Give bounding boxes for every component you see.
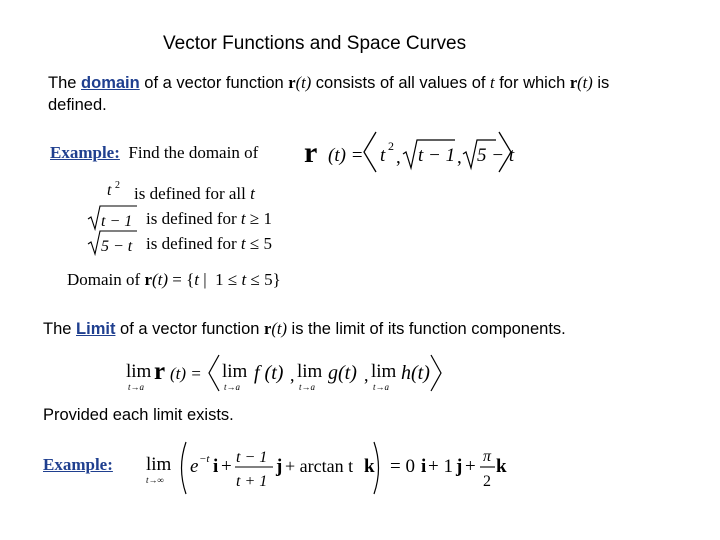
text-fragment: is the limit of its function components. <box>286 320 566 338</box>
example1-text: Find the domain of <box>119 143 259 162</box>
comma: , <box>457 147 462 168</box>
page-title: Vector Functions and Space Curves <box>163 33 467 54</box>
example1-line <box>50 143 258 163</box>
e-exponent: −t <box>199 453 210 465</box>
lim: lim <box>297 361 323 382</box>
vector-r: r <box>569 73 578 92</box>
domain-item-2 <box>146 209 272 229</box>
example1-link[interactable]: Example: <box>50 143 120 162</box>
pi-numerator: π <box>483 448 492 465</box>
domain-result <box>67 270 281 290</box>
unit-j: j <box>276 456 283 477</box>
domain-definition <box>48 72 609 94</box>
arg-t: (t) <box>577 73 593 92</box>
plus-one: + 1 <box>428 456 453 477</box>
component-sqrt-5-t: 5 − t <box>477 145 515 166</box>
left-paren <box>182 442 187 494</box>
unit-j: j <box>456 456 463 477</box>
unit-k: k <box>496 456 507 477</box>
lim-subscript: t→∞ <box>146 475 164 485</box>
formula-lhs: (t) = <box>170 364 202 383</box>
unit-k: k <box>364 456 375 477</box>
right-angle-bracket <box>431 355 441 391</box>
example2-link[interactable]: Example: <box>43 455 113 474</box>
lim-subscript: t→a <box>224 382 241 392</box>
component-g: g(t) <box>328 362 357 384</box>
result-prefix: Domain of <box>67 270 145 289</box>
lim: lim <box>146 454 172 475</box>
var-t: t <box>240 234 246 253</box>
item-text: is defined for <box>146 209 241 228</box>
text-fragment: The <box>48 74 82 92</box>
lim: lim <box>126 361 152 382</box>
plus: + <box>221 456 232 477</box>
domain-item-1 <box>134 184 255 204</box>
item-text: is defined for <box>146 234 241 253</box>
var-t: t <box>194 270 200 289</box>
limit-definition <box>43 318 566 340</box>
plus: + <box>465 456 476 477</box>
limit-term-link[interactable]: Limit <box>76 320 116 338</box>
comma: , <box>364 365 369 385</box>
unit-i: i <box>213 456 219 477</box>
item-condition: ≤ 5 <box>245 234 272 253</box>
text-fragment: consists of all values of <box>311 74 491 92</box>
text-fragment: ≤ 5} <box>246 270 281 289</box>
frac-denominator: t + 1 <box>236 473 268 490</box>
left-angle-bracket <box>209 355 219 391</box>
var-t: t <box>250 184 255 203</box>
text-fragment: is <box>592 74 610 92</box>
comma: , <box>396 147 401 168</box>
arctan-term: + arctan t <box>285 456 354 476</box>
arg-t: (t) <box>271 319 287 338</box>
text-fragment: of a vector function <box>139 74 289 92</box>
vector-r: r <box>144 270 152 289</box>
right-paren <box>374 442 379 494</box>
limit-formula <box>120 350 450 398</box>
component-t2: t <box>380 145 386 166</box>
example2-line <box>43 455 113 475</box>
expr-sqrt-5-t: 5 − t <box>101 238 133 255</box>
domain-definition-line2: defined. <box>48 96 107 114</box>
text-fragment: of a vector function <box>115 320 265 338</box>
arg-t: (t) <box>151 270 169 289</box>
formula-r: r <box>304 136 318 169</box>
left-angle-bracket <box>364 132 376 172</box>
exponent-2: 2 <box>115 180 120 191</box>
lim-subscript: t→a <box>299 382 316 392</box>
component-sqrt-t-1: t − 1 <box>418 145 456 166</box>
example2-formula <box>140 440 510 500</box>
text-fragment: for which <box>494 74 570 92</box>
provided-note: Provided each limit exists. <box>43 406 234 424</box>
component-f: f (t) <box>254 362 284 384</box>
lim-subscript: t→a <box>128 382 145 392</box>
exponent-2: 2 <box>388 139 394 153</box>
domain-term-link[interactable]: domain <box>81 74 140 92</box>
vector-r: r <box>288 73 296 92</box>
equals-zero: = 0 <box>390 456 415 477</box>
vector-r: r <box>264 319 272 338</box>
pi-denominator: 2 <box>483 473 491 490</box>
unit-i: i <box>421 456 427 477</box>
var-t: t <box>241 270 247 289</box>
example1-formula <box>300 126 515 178</box>
domain-exprs <box>85 178 140 260</box>
var-t: t <box>490 73 495 92</box>
lim-subscript: t→a <box>373 382 390 392</box>
lim: lim <box>222 361 248 382</box>
domain-item-3 <box>146 234 272 254</box>
frac-numerator: t − 1 <box>236 449 268 466</box>
formula-r: r <box>154 358 166 385</box>
text-fragment: = { <box>168 270 195 289</box>
expr-t2: t <box>107 182 112 199</box>
formula-lhs: (t) = <box>328 145 364 166</box>
expr-sqrt-t-1: t − 1 <box>101 213 133 230</box>
item-text: is defined for all <box>134 184 251 203</box>
lim: lim <box>371 361 397 382</box>
arg-t: (t) <box>295 73 312 92</box>
text-fragment: The <box>43 320 77 338</box>
e-base: e <box>190 456 199 477</box>
text-fragment: | 1 ≤ <box>199 270 242 289</box>
item-condition: ≥ 1 <box>245 209 272 228</box>
comma: , <box>290 365 295 385</box>
var-t: t <box>240 209 246 228</box>
component-h: h(t) <box>401 362 430 384</box>
